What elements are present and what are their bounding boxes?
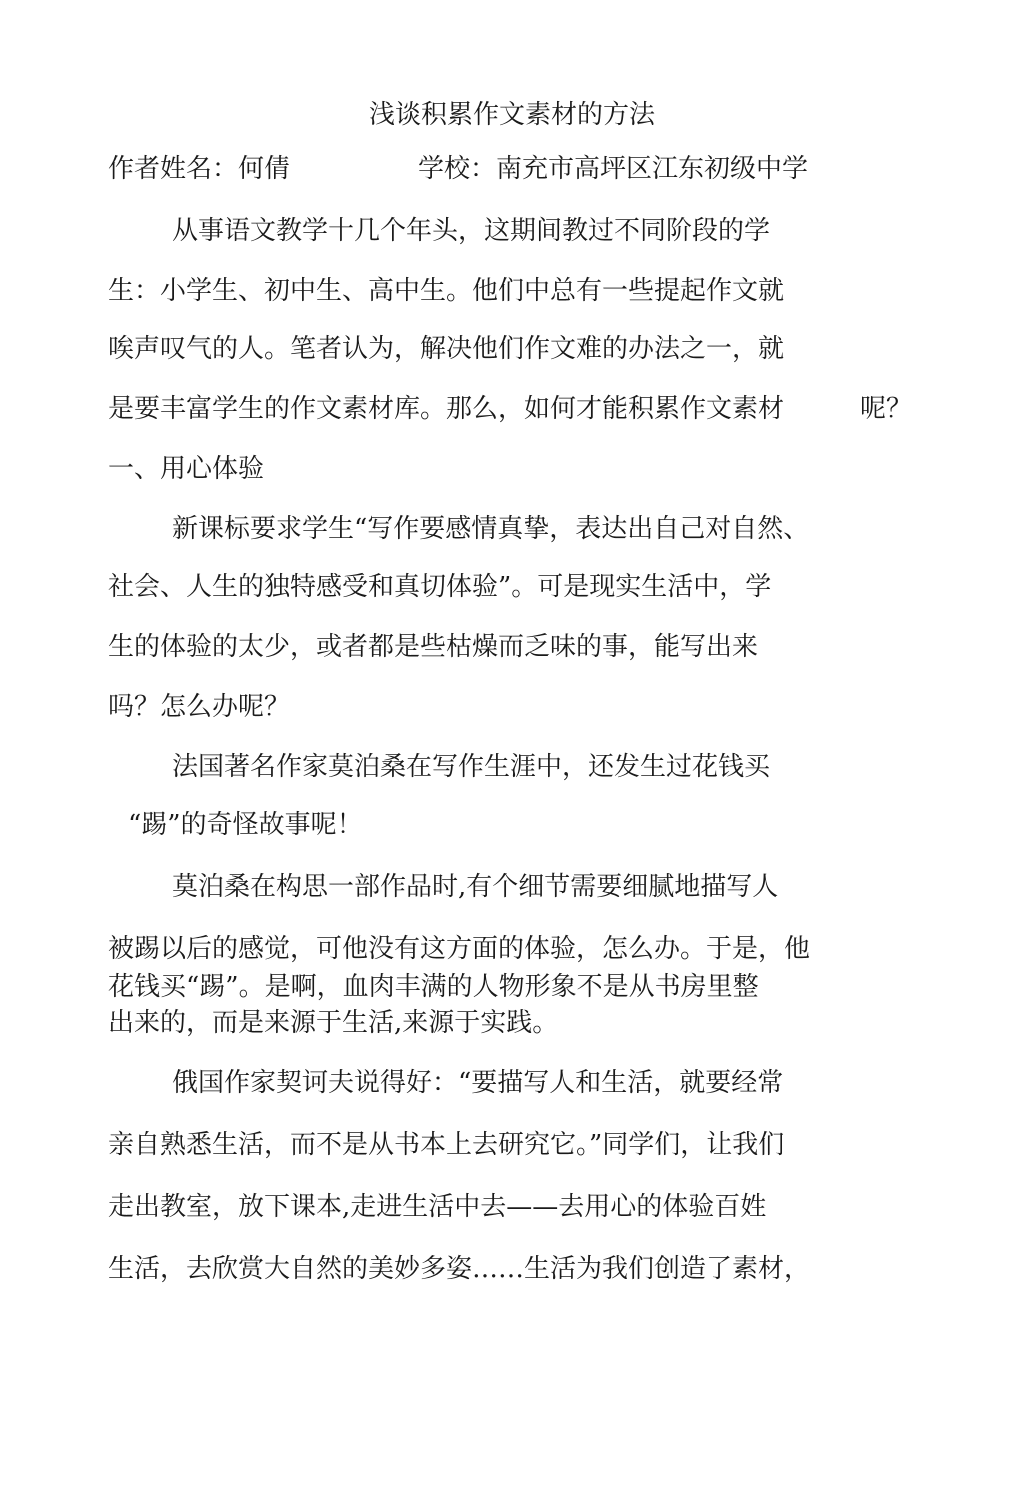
paragraph-line: 社会、人生的独特感受和真切体验”。可是现实生活中，学 xyxy=(108,572,772,602)
paragraph-line: 吗？怎么办呢？ xyxy=(108,692,291,722)
paragraph-line: 从事语文教学十几个年头，这期间教过不同阶段的学 xyxy=(172,216,771,246)
paragraph-line: 被踢以后的感觉，可他没有这方面的体验，怎么办。于是，他 xyxy=(108,934,811,964)
paragraph-line: 新课标要求学生“写作要感情真挚，表达出自己对自然、 xyxy=(172,514,810,544)
paragraph-line: “踢”的奇怪故事呢！ xyxy=(128,810,363,840)
paragraph-line: 出来的，而是来源于生活,来源于实践。 xyxy=(108,1008,559,1038)
section-heading: 一、用心体验 xyxy=(108,454,265,484)
school-name: 学校：南充市高坪区江东初级中学 xyxy=(418,154,809,184)
paragraph-line: 亲自熟悉生活，而不是从书本上去研究它。”同学们，让我们 xyxy=(108,1130,785,1160)
paragraph-line: 生活，去欣赏大自然的美妙多姿……生活为我们创造了素材， xyxy=(108,1254,811,1284)
paragraph-line: 走出教室，放下课本,走进生活中去——去用心的体验百姓 xyxy=(108,1192,767,1222)
paragraph-line: 俄国作家契诃夫说得好：“要描写人和生活，就要经常 xyxy=(172,1068,784,1098)
paragraph-line: 唉声叹气的人。笔者认为，解决他们作文难的办法之一，就 xyxy=(108,334,785,364)
paragraph-line: 花钱买“踢”。是啊，血肉丰满的人物形象不是从书房里整 xyxy=(108,972,759,1002)
paragraph-line: 呢？ xyxy=(860,394,913,424)
paragraph-line: 莫泊桑在构思一部作品时,有个细节需要细腻地描写人 xyxy=(172,872,779,902)
paragraph-line: 生的体验的太少，或者都是些枯燥而乏味的事，能写出来 xyxy=(108,632,759,662)
document-title: 浅谈积累作文素材的方法 xyxy=(368,100,655,130)
paragraph-line: 法国著名作家莫泊桑在写作生涯中，还发生过花钱买 xyxy=(172,752,771,782)
author-name: 作者姓名：何倩 xyxy=(108,154,291,184)
paragraph-line: 生：小学生、初中生、高中生。他们中总有一些提起作文就 xyxy=(108,276,785,306)
paragraph-line: 是要丰富学生的作文素材库。那么，如何才能积累作文素材 xyxy=(108,394,785,424)
